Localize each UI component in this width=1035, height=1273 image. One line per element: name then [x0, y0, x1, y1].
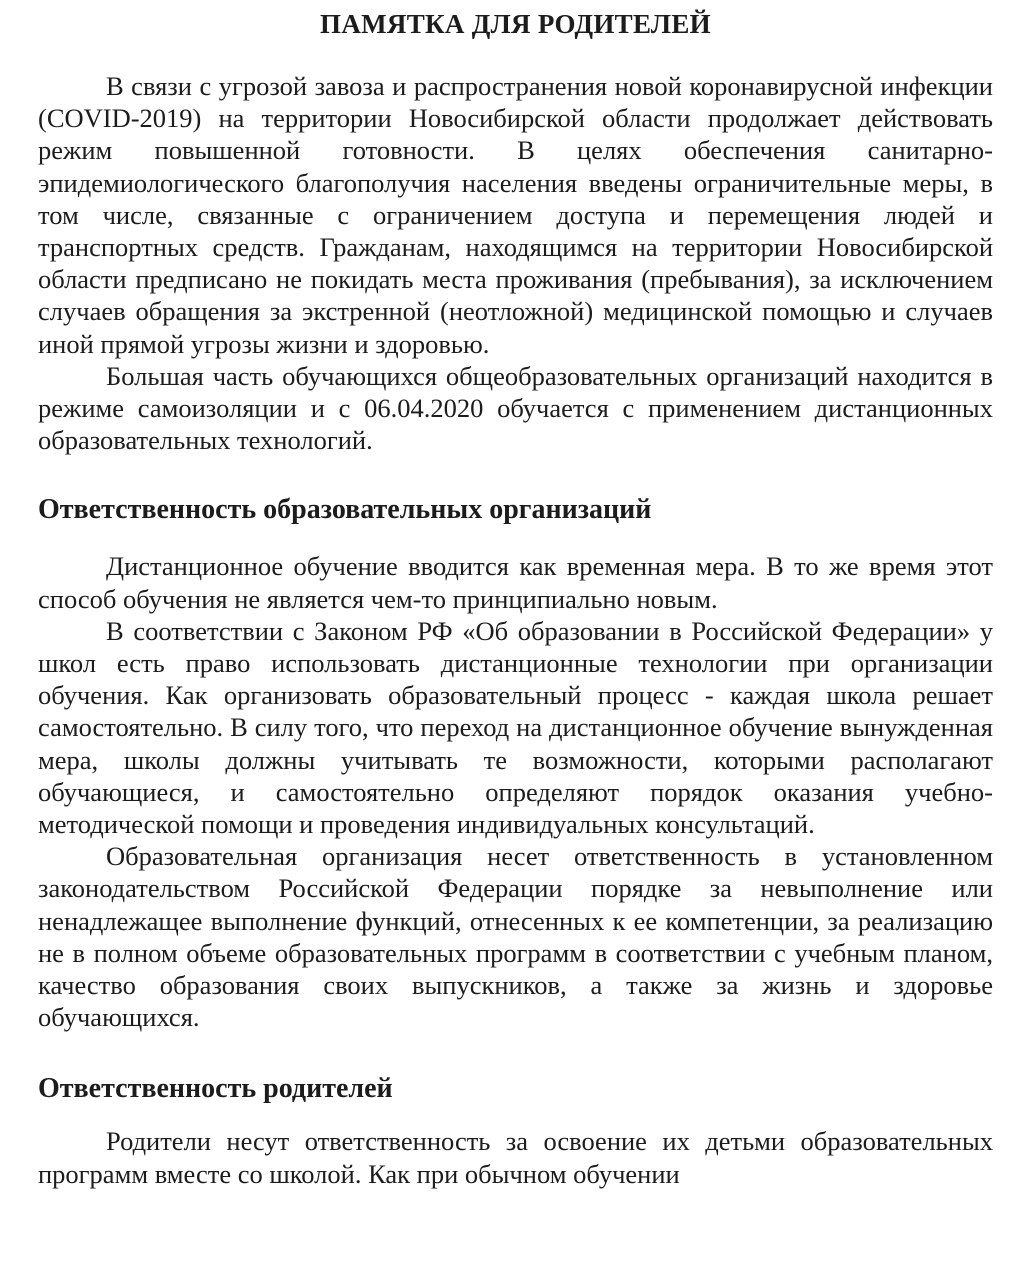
intro-section — [38, 70, 993, 456]
section-heading-parents: Ответственность родителей — [38, 1073, 393, 1105]
school-paragraph-3: Образовательная организация несет ответственность в установленном законодательством Российской Федерации порядке за невыполнение или ненадлежащее выполнение функций, отнесенных к ее компетенции, за реализацию не в полном объеме образовательных программ в соответствии с учебным планом, качество образования своих выпускников, а также за жизнь и здоровье обучающихся. — [38, 841, 993, 1033]
document-title: ПАМЯТКА ДЛЯ РОДИТЕЛЕЙ — [320, 9, 711, 39]
intro-paragraph-1: В связи с угрозой завоза и распространения новой коронавирусной инфекции (COVID-2019) на территории Новосибирской области продолжает действовать режим повышенной готовности. В целях обеспечения санитарно-эпидемиологического благополучия населения введены ограничительные меры, в том числе, связанные с ограничением доступа и перемещения людей и транспортных средств. Гражданам, находящимся на территории Новосибирской области предписано не покидать места проживания (пребывания), за исключением случаев обращения за экстренной (неотложной) медицинской помощью и случаев иной прямой угрозы жизни и здоровью. — [38, 71, 993, 359]
section-heading-school: Ответственность образовательных организаций — [38, 494, 652, 526]
school-paragraph-1: Дистанционное обучение вводится как временная мера. В то же время этот способ обучения не является чем-то принципиально новым. — [38, 551, 993, 614]
intro-paragraph-2: Большая часть обучающихся общеобразовательных организаций находится в режиме самоизоляции и с 06.04.2020 обучается с применением дистанционных образовательных технологий. — [38, 360, 993, 456]
section-school-responsibility — [38, 494, 993, 1033]
parents-paragraph-1: Родители несут ответственность за освоение их детьми образовательных программ вместе со школой. Как при обычном обучении — [38, 1126, 993, 1189]
section-parent-responsibility — [38, 1073, 993, 1189]
school-paragraph-2: В соответствии с Законом РФ «Об образовании в Российской Федерации» у школ есть право использовать дистанционные технологии при организации обучения. Как организовать образовательный процесс - каждая школа решает самостоятельно. В силу того, что переход на дистанционное обучение вынужденная мера, школы должны учитывать те возможности, которыми располагают обучающиеся, и самостоятельно определяют порядок оказания учебно-методической помощи и проведения индивидуальных консультаций. — [38, 615, 993, 840]
